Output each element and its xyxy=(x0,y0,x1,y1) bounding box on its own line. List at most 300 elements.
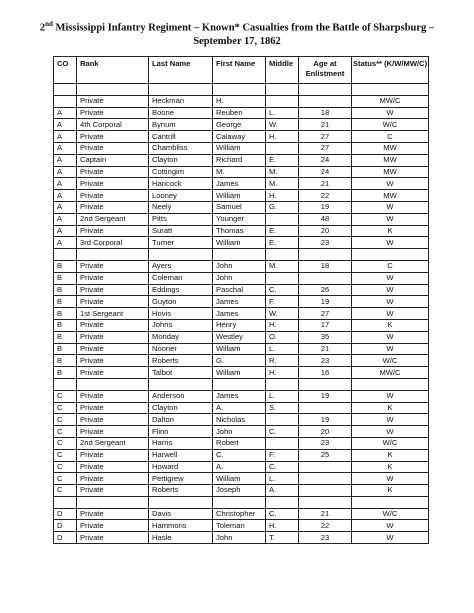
table-row xyxy=(54,508,429,520)
title-line-1: 2nd Mississippi Infantry Regiment – Known* Casualties from the Battle of Sharpsburg – xyxy=(39,20,435,34)
cell-first-name: Calaway xyxy=(213,131,266,143)
cell-status: MW/C xyxy=(352,367,429,379)
cell-middle: A. xyxy=(266,485,299,497)
cell-age xyxy=(299,473,352,485)
cell-last-name: Coleman xyxy=(149,272,213,284)
cell-age: 26 xyxy=(299,284,352,296)
cell-middle: M. xyxy=(266,178,299,190)
cell-co: B xyxy=(54,296,77,308)
cell-last-name: Suratt xyxy=(149,225,213,237)
table-row xyxy=(54,190,429,202)
cell-status: W xyxy=(352,520,429,532)
cell-age: 23 xyxy=(299,237,352,249)
cell-age: 20 xyxy=(299,426,352,438)
cell-first-name: Henry xyxy=(213,319,266,331)
cell-age: 21 xyxy=(299,119,352,131)
table-row xyxy=(54,437,429,449)
cell-co: B xyxy=(54,272,77,284)
cell-age: 25 xyxy=(299,449,352,461)
cell-middle xyxy=(266,378,299,390)
table-row xyxy=(54,166,429,178)
cell-rank: Private xyxy=(77,508,149,520)
cell-middle xyxy=(266,95,299,107)
cell-first-name: William xyxy=(213,142,266,154)
cell-status: W xyxy=(352,272,429,284)
casualties-table xyxy=(53,56,429,544)
cell-rank: Private xyxy=(77,343,149,355)
cell-last-name: Cantrill xyxy=(149,131,213,143)
cell-middle: H. xyxy=(266,367,299,379)
table-row xyxy=(54,131,429,143)
cell-last-name: Davis xyxy=(149,508,213,520)
cell-middle: F. xyxy=(266,449,299,461)
cell-last-name: Harwell xyxy=(149,449,213,461)
table-row xyxy=(54,284,429,296)
cell-middle xyxy=(266,272,299,284)
cell-first-name: H. xyxy=(213,95,266,107)
cell-age xyxy=(299,95,352,107)
cell-age xyxy=(299,249,352,261)
cell-last-name: Turner xyxy=(149,237,213,249)
cell-middle: E. xyxy=(266,237,299,249)
cell-status: K xyxy=(352,402,429,414)
cell-age: 23 xyxy=(299,437,352,449)
table-row xyxy=(54,142,429,154)
cell-rank: Private xyxy=(77,260,149,272)
cell-age: 19 xyxy=(299,296,352,308)
cell-middle xyxy=(266,414,299,426)
cell-co xyxy=(54,95,77,107)
cell-co: A xyxy=(54,201,77,213)
table-row xyxy=(54,107,429,119)
cell-last-name: Hammons xyxy=(149,520,213,532)
cell-co: B xyxy=(54,284,77,296)
cell-age: 21 xyxy=(299,178,352,190)
table-row xyxy=(54,485,429,497)
cell-rank: 2nd Sergeant xyxy=(77,213,149,225)
cell-last-name: Talbot xyxy=(149,367,213,379)
cell-first-name: James xyxy=(213,390,266,402)
cell-rank: Private xyxy=(77,296,149,308)
cell-last-name: Roberts xyxy=(149,485,213,497)
cell-last-name: Eddings xyxy=(149,284,213,296)
cell-rank: Private xyxy=(77,402,149,414)
cell-middle: M. xyxy=(266,260,299,272)
cell-middle xyxy=(266,496,299,508)
cell-age xyxy=(299,461,352,473)
cell-middle: S. xyxy=(266,402,299,414)
cell-middle: W. xyxy=(266,119,299,131)
cell-status: W xyxy=(352,426,429,438)
cell-rank: Private xyxy=(77,201,149,213)
cell-first-name xyxy=(213,378,266,390)
cell-status: W xyxy=(352,331,429,343)
cell-last-name: Roberts xyxy=(149,355,213,367)
table-row xyxy=(54,331,429,343)
cell-rank: Private xyxy=(77,166,149,178)
cell-rank: 3rd Corporal xyxy=(77,237,149,249)
table-row xyxy=(54,272,429,284)
cell-age: 27 xyxy=(299,131,352,143)
cell-last-name xyxy=(149,496,213,508)
cell-middle: C. xyxy=(266,508,299,520)
cell-rank xyxy=(77,378,149,390)
table-row xyxy=(54,426,429,438)
cell-age: 21 xyxy=(299,343,352,355)
cell-last-name: Hancock xyxy=(149,178,213,190)
title-line-2: September 17, 1862 xyxy=(193,35,281,47)
cell-age: 22 xyxy=(299,520,352,532)
cell-co: D xyxy=(54,520,77,532)
cell-middle: L. xyxy=(266,473,299,485)
cell-age xyxy=(299,496,352,508)
cell-middle: C. xyxy=(266,284,299,296)
cell-co: C xyxy=(54,449,77,461)
cell-status: K xyxy=(352,461,429,473)
cell-last-name: Looney xyxy=(149,190,213,202)
table-row xyxy=(54,473,429,485)
cell-first-name: William xyxy=(213,237,266,249)
cell-co xyxy=(54,496,77,508)
cell-co: B xyxy=(54,319,77,331)
table-row xyxy=(54,201,429,213)
cell-first-name: William xyxy=(213,190,266,202)
cell-first-name xyxy=(213,84,266,96)
cell-status: MW xyxy=(352,190,429,202)
table-row xyxy=(54,225,429,237)
cell-status: W xyxy=(352,296,429,308)
cell-last-name: Ayers xyxy=(149,260,213,272)
cell-co: A xyxy=(54,178,77,190)
table-row xyxy=(54,119,429,131)
cell-first-name: Younger xyxy=(213,213,266,225)
cell-rank xyxy=(77,249,149,261)
cell-middle: E. xyxy=(266,154,299,166)
cell-rank xyxy=(77,496,149,508)
cell-rank: Private xyxy=(77,473,149,485)
cell-co: C xyxy=(54,414,77,426)
cell-co: A xyxy=(54,142,77,154)
cell-status xyxy=(352,84,429,96)
cell-age: 35 xyxy=(299,331,352,343)
cell-last-name: Neely xyxy=(149,201,213,213)
cell-first-name: Nicholas xyxy=(213,414,266,426)
cell-age: 16 xyxy=(299,367,352,379)
table-row xyxy=(54,449,429,461)
spacer-row xyxy=(54,84,429,96)
cell-middle: C. xyxy=(266,461,299,473)
cell-rank: 4th Corporal xyxy=(77,119,149,131)
cell-first-name: Joseph xyxy=(213,485,266,497)
table-row xyxy=(54,367,429,379)
cell-rank: Private xyxy=(77,95,149,107)
cell-last-name: Hasle xyxy=(149,532,213,544)
cell-first-name: Richard xyxy=(213,154,266,166)
cell-rank: Private xyxy=(77,449,149,461)
header-co: CO xyxy=(54,57,77,84)
cell-status: W xyxy=(352,308,429,320)
header-age: Age at Enlistment xyxy=(299,57,352,84)
cell-status xyxy=(352,378,429,390)
cell-status: W xyxy=(352,201,429,213)
table-row xyxy=(54,296,429,308)
cell-middle: T. xyxy=(266,532,299,544)
cell-rank: Private xyxy=(77,355,149,367)
cell-co: C xyxy=(54,437,77,449)
table-row xyxy=(54,260,429,272)
cell-middle: L. xyxy=(266,343,299,355)
cell-co: B xyxy=(54,331,77,343)
cell-status: MW xyxy=(352,154,429,166)
cell-first-name: John xyxy=(213,426,266,438)
cell-rank: Private xyxy=(77,190,149,202)
header-status: Status** (K/W/MW/C) xyxy=(352,57,429,84)
cell-age: 27 xyxy=(299,308,352,320)
cell-last-name: Howard xyxy=(149,461,213,473)
cell-middle: G. xyxy=(266,201,299,213)
cell-last-name: Cottingim xyxy=(149,166,213,178)
cell-co: A xyxy=(54,119,77,131)
spacer-row xyxy=(54,496,429,508)
cell-middle: O. xyxy=(266,331,299,343)
cell-last-name: Clayton xyxy=(149,154,213,166)
cell-age: 22 xyxy=(299,190,352,202)
cell-status: K xyxy=(352,319,429,331)
cell-first-name: John xyxy=(213,532,266,544)
cell-middle: E. xyxy=(266,225,299,237)
cell-status: K xyxy=(352,449,429,461)
cell-co: C xyxy=(54,426,77,438)
cell-first-name: Christopher xyxy=(213,508,266,520)
cell-first-name: A. xyxy=(213,461,266,473)
cell-rank: Captain xyxy=(77,154,149,166)
header-last-name: Last Name xyxy=(149,57,213,84)
cell-middle: H. xyxy=(266,190,299,202)
table-row xyxy=(54,343,429,355)
cell-middle: L. xyxy=(266,390,299,402)
cell-last-name: Pitts xyxy=(149,213,213,225)
cell-co xyxy=(54,378,77,390)
cell-first-name: James xyxy=(213,296,266,308)
table-row xyxy=(54,154,429,166)
cell-co: A xyxy=(54,154,77,166)
cell-co: A xyxy=(54,213,77,225)
cell-rank: 2nd Sergeant xyxy=(77,437,149,449)
cell-co xyxy=(54,84,77,96)
cell-last-name xyxy=(149,84,213,96)
table-row xyxy=(54,319,429,331)
cell-rank: Private xyxy=(77,142,149,154)
cell-rank xyxy=(77,84,149,96)
cell-first-name: Thomas xyxy=(213,225,266,237)
cell-rank: Private xyxy=(77,178,149,190)
cell-age: 17 xyxy=(299,319,352,331)
cell-first-name: C. xyxy=(213,449,266,461)
cell-rank: Private xyxy=(77,414,149,426)
table-row xyxy=(54,213,429,225)
cell-status: W xyxy=(352,237,429,249)
cell-status: W/C xyxy=(352,508,429,520)
table-header-row xyxy=(54,57,429,84)
cell-status: W xyxy=(352,178,429,190)
cell-first-name: William xyxy=(213,343,266,355)
cell-status xyxy=(352,249,429,261)
cell-rank: Private xyxy=(77,390,149,402)
cell-last-name: Hovis xyxy=(149,308,213,320)
cell-first-name: John xyxy=(213,272,266,284)
cell-age: 19 xyxy=(299,201,352,213)
cell-status: W xyxy=(352,213,429,225)
cell-age: 23 xyxy=(299,355,352,367)
cell-rank: Private xyxy=(77,331,149,343)
cell-age: 20 xyxy=(299,225,352,237)
cell-first-name: James xyxy=(213,308,266,320)
cell-rank: Private xyxy=(77,520,149,532)
cell-age: 19 xyxy=(299,414,352,426)
table-row xyxy=(54,308,429,320)
cell-middle: R. xyxy=(266,355,299,367)
cell-co: B xyxy=(54,367,77,379)
cell-status: W xyxy=(352,390,429,402)
cell-co: B xyxy=(54,343,77,355)
cell-co: A xyxy=(54,237,77,249)
cell-age: 19 xyxy=(299,390,352,402)
cell-status: W/C xyxy=(352,119,429,131)
cell-status: W xyxy=(352,473,429,485)
cell-status: W/C xyxy=(352,355,429,367)
cell-status: C xyxy=(352,131,429,143)
cell-last-name: Guyton xyxy=(149,296,213,308)
cell-rank: Private xyxy=(77,131,149,143)
table-row xyxy=(54,95,429,107)
cell-age xyxy=(299,485,352,497)
cell-middle: F. xyxy=(266,296,299,308)
cell-first-name: Toleman xyxy=(213,520,266,532)
cell-rank: Private xyxy=(77,461,149,473)
cell-age: 18 xyxy=(299,260,352,272)
cell-first-name: William xyxy=(213,473,266,485)
header-rank: Rank xyxy=(77,57,149,84)
cell-co: B xyxy=(54,355,77,367)
cell-first-name: John xyxy=(213,260,266,272)
cell-rank: Private xyxy=(77,426,149,438)
cell-co: C xyxy=(54,402,77,414)
cell-middle: H. xyxy=(266,520,299,532)
cell-rank: Private xyxy=(77,319,149,331)
spacer-row xyxy=(54,378,429,390)
cell-status: W xyxy=(352,343,429,355)
cell-age xyxy=(299,378,352,390)
cell-status: W xyxy=(352,107,429,119)
cell-co: C xyxy=(54,485,77,497)
table-row xyxy=(54,402,429,414)
cell-middle xyxy=(266,142,299,154)
cell-last-name: Monday xyxy=(149,331,213,343)
cell-last-name: Nooner xyxy=(149,343,213,355)
cell-first-name xyxy=(213,249,266,261)
cell-status xyxy=(352,496,429,508)
cell-first-name: Reuben xyxy=(213,107,266,119)
cell-age xyxy=(299,402,352,414)
cell-status: MW xyxy=(352,142,429,154)
cell-co: C xyxy=(54,473,77,485)
cell-rank: Private xyxy=(77,272,149,284)
cell-last-name xyxy=(149,249,213,261)
cell-middle xyxy=(266,437,299,449)
cell-co: A xyxy=(54,131,77,143)
cell-status: W xyxy=(352,532,429,544)
cell-rank: Private xyxy=(77,107,149,119)
cell-co: A xyxy=(54,107,77,119)
table-row xyxy=(54,390,429,402)
cell-first-name: James xyxy=(213,178,266,190)
cell-age xyxy=(299,84,352,96)
cell-rank: 1st Sergeant xyxy=(77,308,149,320)
cell-middle xyxy=(266,249,299,261)
cell-status: MW xyxy=(352,166,429,178)
cell-middle: M. xyxy=(266,166,299,178)
cell-first-name: George xyxy=(213,119,266,131)
cell-age: 23 xyxy=(299,532,352,544)
cell-first-name: Westley xyxy=(213,331,266,343)
cell-co: D xyxy=(54,532,77,544)
cell-middle: W. xyxy=(266,308,299,320)
cell-first-name: William xyxy=(213,367,266,379)
cell-last-name: Boone xyxy=(149,107,213,119)
cell-rank: Private xyxy=(77,532,149,544)
cell-status: K xyxy=(352,485,429,497)
cell-middle xyxy=(266,84,299,96)
table-row xyxy=(54,520,429,532)
cell-age xyxy=(299,272,352,284)
cell-co: A xyxy=(54,190,77,202)
cell-last-name: Chambliss xyxy=(149,142,213,154)
cell-age: 48 xyxy=(299,213,352,225)
cell-status: W xyxy=(352,414,429,426)
cell-status: C xyxy=(352,260,429,272)
cell-age: 21 xyxy=(299,508,352,520)
cell-co: D xyxy=(54,508,77,520)
cell-middle: H. xyxy=(266,319,299,331)
cell-co: B xyxy=(54,260,77,272)
table-body xyxy=(54,84,429,544)
cell-middle: H. xyxy=(266,131,299,143)
cell-co: C xyxy=(54,461,77,473)
cell-last-name: Harris xyxy=(149,437,213,449)
cell-age: 24 xyxy=(299,166,352,178)
cell-first-name: G. xyxy=(213,355,266,367)
cell-age: 27 xyxy=(299,142,352,154)
table-row xyxy=(54,237,429,249)
cell-last-name: Bynum xyxy=(149,119,213,131)
cell-first-name: Samuel xyxy=(213,201,266,213)
cell-last-name xyxy=(149,378,213,390)
spacer-row xyxy=(54,249,429,261)
cell-age: 24 xyxy=(299,154,352,166)
cell-last-name: Flinn xyxy=(149,426,213,438)
cell-status: K xyxy=(352,225,429,237)
cell-rank: Private xyxy=(77,225,149,237)
cell-last-name: Pettigrew xyxy=(149,473,213,485)
cell-last-name: Clayton xyxy=(149,402,213,414)
cell-first-name: A. xyxy=(213,402,266,414)
cell-middle: L. xyxy=(266,107,299,119)
cell-last-name: Johns xyxy=(149,319,213,331)
cell-first-name: Paschal xyxy=(213,284,266,296)
cell-last-name: Dalton xyxy=(149,414,213,426)
cell-middle: C. xyxy=(266,426,299,438)
cell-first-name xyxy=(213,496,266,508)
